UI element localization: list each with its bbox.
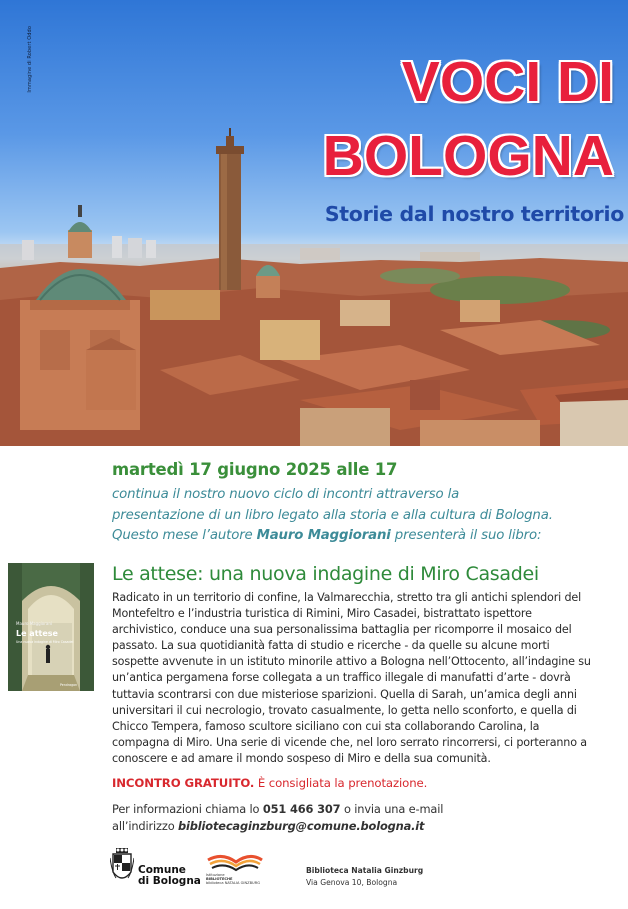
book-title: Le attese: una nuova indagine di Miro Casadei bbox=[112, 563, 539, 585]
library-address: Via Genova 10, Bologna bbox=[306, 878, 398, 887]
intro-line: presentazione di un libro legato alla storia e alla cultura di Bologna. bbox=[112, 507, 553, 523]
synopsis-line: compagna di Miro. Una serie di vicende che, nel loro serrato rincorrersi, ci porteranno a bbox=[112, 735, 587, 749]
synopsis-line: Montefeltro e l’industria turistica di Rimini, Miro Casadei, bistrattato ispettore bbox=[112, 607, 532, 621]
comune-di-bologna-logo-text: Comune di Bologna bbox=[138, 864, 201, 887]
library-name: Biblioteca Natalia Ginzburg bbox=[306, 866, 424, 875]
svg-text:BIBLIOTECHE: BIBLIOTECHE bbox=[206, 877, 233, 881]
event-title-line-2: BOLOGNA bbox=[322, 124, 614, 188]
footer bbox=[0, 842, 628, 902]
contact-info: Per informazioni chiama lo 051 466 307 o invia una e-mail all’indirizzo bibliotecaginzburg@comune.bologna.it bbox=[112, 802, 444, 833]
svg-text:Istituzione: Istituzione bbox=[206, 873, 225, 877]
intro-line: continua il nostro nuovo ciclo di incontri attraverso la bbox=[112, 487, 460, 502]
event-title-line-1: VOCI DI bbox=[401, 50, 614, 114]
synopsis-line: universitari il cui necrologio, trovato casualmente, lo getta nello sconforto, e quella di bbox=[112, 703, 577, 717]
synopsis-line: archivistico, conduce una sua personalissima battaglia per ricomporre il mosaico del bbox=[112, 623, 572, 637]
intro-line: Questo mese l’autore Mauro Maggiorani presenterà il suo libro: bbox=[112, 528, 542, 543]
hero-photo bbox=[0, 0, 628, 446]
synopsis-line: Chicco Tempera, famoso scultore siciliano con cui sta collaborando Carolina, la bbox=[112, 719, 540, 733]
comune-di-bologna-crest-icon bbox=[110, 848, 134, 888]
event-date-time: martedì 17 giugno 2025 alle 17 bbox=[112, 460, 398, 479]
email-link[interactable]: bibliotecaginzburg@comune.bologna.it bbox=[178, 819, 425, 833]
author-name: Mauro Maggiorani bbox=[256, 528, 391, 543]
event-subtitle: Storie dal nostro territorio bbox=[324, 202, 624, 226]
synopsis-line: tuttavia scontrarsi con due misteriose sparizioni. Quella di Sarah, un’amica degli anni bbox=[112, 687, 577, 701]
cover-publisher: Pendragon bbox=[60, 683, 78, 687]
cover-author: Mauro Maggiorani bbox=[16, 621, 52, 626]
booking-advice: È consigliata la prenotazione. bbox=[254, 776, 428, 790]
booking-notice bbox=[112, 776, 427, 790]
photo-credit: Immagine di Robert Oddo bbox=[27, 26, 33, 93]
cover-subtitle: Una nuova indagine di Miro Casadei bbox=[16, 640, 74, 644]
book-synopsis bbox=[112, 590, 622, 767]
synopsis-line: conoscere e ad amare il mondo sospeso di Miro e della sua comunità. bbox=[112, 751, 491, 765]
svg-text:biblioteca NATALIA GINZBURG: biblioteca NATALIA GINZBURG bbox=[206, 881, 260, 885]
synopsis-line: sospette avvenute in un istituto minorile attivo a Bologna nell’Ottocento, all’indagine su bbox=[112, 655, 591, 669]
event-intro bbox=[112, 485, 628, 547]
biblioteche-logo-icon bbox=[206, 846, 264, 886]
free-entry-label: INCONTRO GRATUITO. bbox=[112, 776, 255, 790]
synopsis-line: un’antica pergamena forse collegata a un traffico illegale di manufatti d’arte - dovrà bbox=[112, 671, 571, 685]
book-cover-image bbox=[8, 563, 94, 691]
synopsis-line: Radicato in un territorio di confine, la Valmarecchia, stretto tra gli antichi splendori del bbox=[112, 591, 582, 604]
synopsis-line: passato. La sua quotidianità fatta di studio e ricerche - da quelle su alcune morti bbox=[112, 639, 550, 653]
phone-number[interactable]: 051 466 307 bbox=[262, 802, 341, 816]
cover-title: Le attese bbox=[16, 629, 58, 638]
